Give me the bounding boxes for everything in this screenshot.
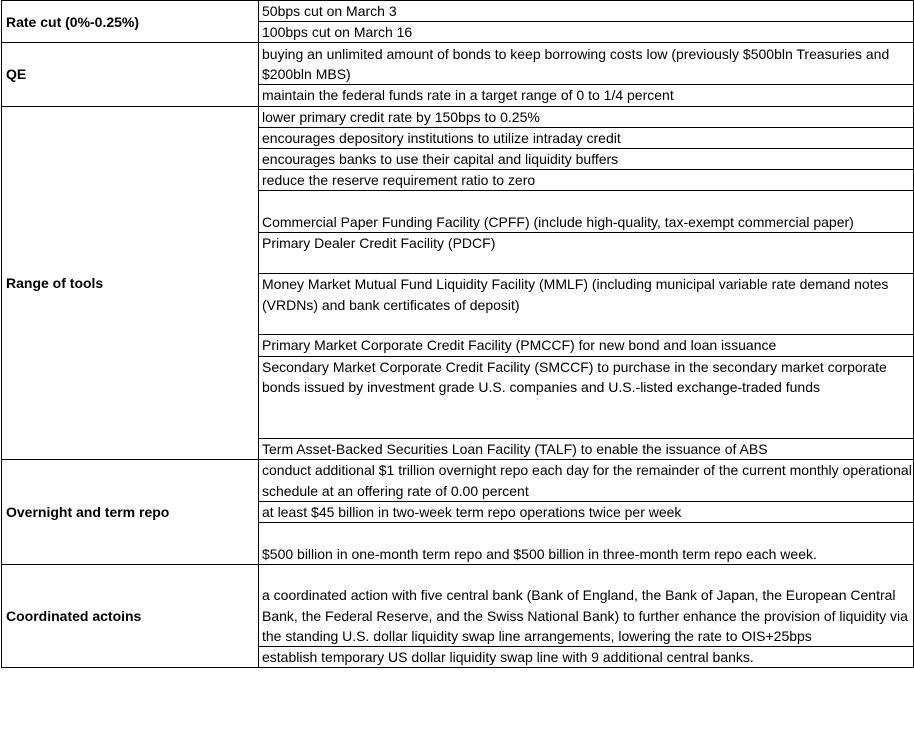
measure-cell: maintain the federal funds rate in a target range of 0 to 1/4 percent <box>259 85 914 106</box>
measure-cell: reduce the reserve requirement ratio to zero <box>259 170 914 191</box>
measure-cell: $500 billion in one-month term repo and $500 billion in three-month term repo each week. <box>259 523 914 565</box>
policy-table <box>1 0 914 668</box>
measure-cell: Primary Dealer Credit Facility (PDCF) <box>259 233 914 274</box>
table-row <box>2 106 914 127</box>
measure-cell: Secondary Market Corporate Credit Facility (SMCCF) to purchase in the secondary market corporate bonds issued by investment grade U.S. companies and U.S.-listed exchange-traded funds <box>259 356 914 438</box>
category-rate-cut: Rate cut (0%-0.25%) <box>2 1 259 43</box>
table-row <box>2 43 914 85</box>
measure-cell: buying an unlimited amount of bonds to keep borrowing costs low (previously $500bln Treasuries and $200bln MBS) <box>259 43 914 85</box>
measure-cell: Term Asset-Backed Securities Loan Facility (TALF) to enable the issuance of ABS <box>259 438 914 459</box>
measure-cell: 100bps cut on March 16 <box>259 22 914 43</box>
measure-cell: lower primary credit rate by 150bps to 0.25% <box>259 106 914 127</box>
measure-cell: Commercial Paper Funding Facility (CPFF) (include high-quality, tax-exempt commercial paper) <box>259 191 914 233</box>
table-row <box>2 1 914 22</box>
table-row <box>2 459 914 501</box>
category-overnight-term-repo: Overnight and term repo <box>2 459 259 564</box>
table-row <box>2 565 914 647</box>
measure-cell: at least $45 billion in two-week term repo operations twice per week <box>259 501 914 522</box>
category-qe: QE <box>2 43 259 106</box>
measure-cell: 50bps cut on March 3 <box>259 1 914 22</box>
measure-cell: Primary Market Corporate Credit Facility (PMCCF) for new bond and loan issuance <box>259 335 914 356</box>
category-range-of-tools: Range of tools <box>2 106 259 459</box>
measure-cell: a coordinated action with five central bank (Bank of England, the Bank of Japan, the European Central Bank, the Federal Reserve, and the Swiss National Bank) to further enhance the provision of liquidity via the standing U.S. dollar liquidity swap line arrangements, lowering the rate to OIS+25bps <box>259 565 914 647</box>
measure-cell: encourages depository institutions to utilize intraday credit <box>259 127 914 148</box>
measure-cell: Money Market Mutual Fund Liquidity Facility (MMLF) (including municipal variable rate demand notes (VRDNs) and bank certificates of deposit) <box>259 274 914 335</box>
measure-cell: establish temporary US dollar liquidity swap line with 9 additional central banks. <box>259 647 914 668</box>
measure-cell: encourages banks to use their capital and liquidity buffers <box>259 149 914 170</box>
category-coordinated-actions: Coordinated actoins <box>2 565 259 668</box>
measure-cell: conduct additional $1 trillion overnight repo each day for the remainder of the current monthly operational schedule at an offering rate of 0.00 percent <box>259 459 914 501</box>
